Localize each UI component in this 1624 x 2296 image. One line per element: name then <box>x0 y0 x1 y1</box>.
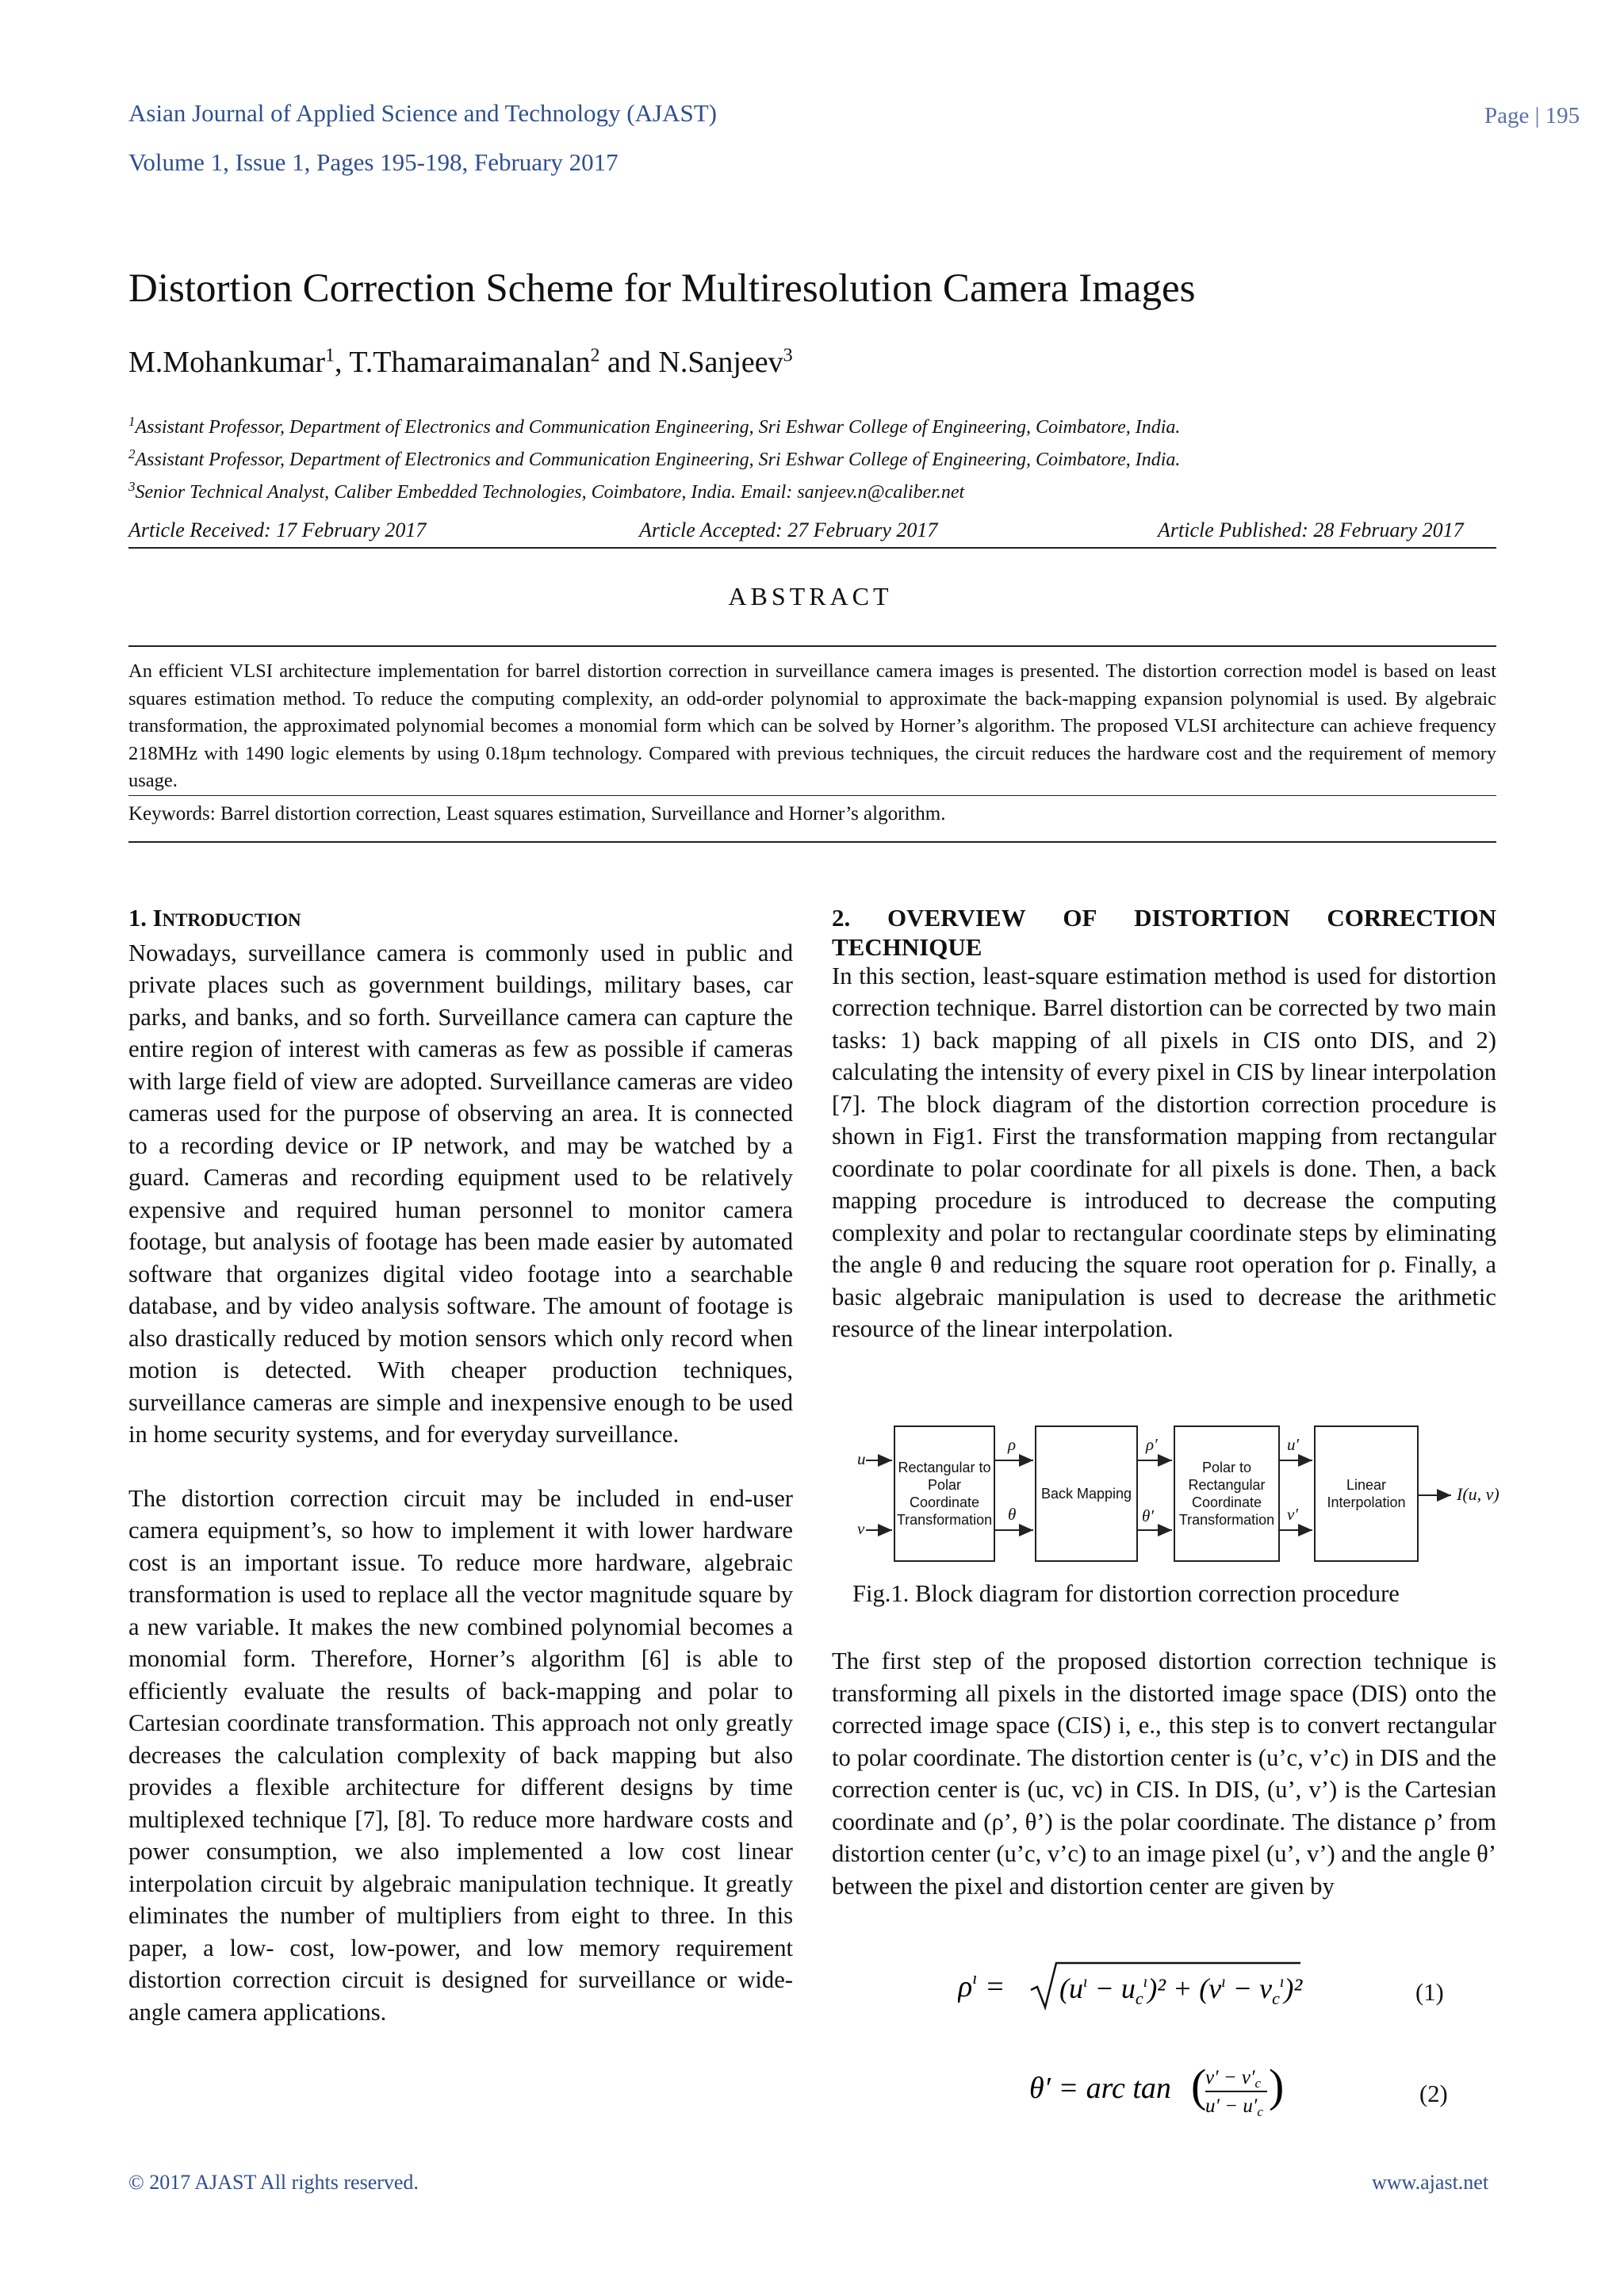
block-diagram <box>852 1418 1503 1560</box>
section-number: 1. I <box>128 905 163 932</box>
author-separator: , <box>335 346 350 379</box>
svg-text:u′ − u′c: $u' - u'_c$ <box>1205 2095 1263 2119</box>
label-theta-prime: θ′ <box>1142 1506 1154 1525</box>
affiliation <box>128 441 1492 473</box>
label-v: v <box>857 1519 865 1538</box>
divider <box>128 547 1496 549</box>
right-column-continued <box>832 1645 1496 1902</box>
journal-header <box>128 89 717 187</box>
label-v-prime: v′ <box>1287 1505 1298 1524</box>
paragraph: In this section, least-square estimation method is used for distortion correction technique. Barrel distortion can be corrected by two main tasks: 1) back mapping of all pixels in CIS onto DIS, and 2) calculating the intensity of every pixel in CIS by linear interpolation [7]. The block diagram of the distortion correction procedure is shown in Fig1. First the transformation mapping from rectangular coordinate to polar coordinate for all pixels is done. Then, a back mapping procedure is introduced to decrease the computing complexity and polar to rectangular coordinate steps by eliminating the angle θ and reducing the square root operation for ρ. Finally, a basic algebraic manipulation is used to decrease the arithmetic resource of the linear interpolation. <box>832 962 1496 1342</box>
figure-caption: Fig.1. Block diagram for distortion correction procedure <box>852 1580 1400 1607</box>
section-title-line2: TECHNIQUE <box>832 932 982 961</box>
svg-text:(: ( <box>1191 2060 1207 2111</box>
journal-name: Asian Journal of Applied Science and Technology (AJAST) <box>128 99 717 127</box>
block-linear-interpolation: Linear Interpolation <box>1314 1425 1419 1562</box>
date-received: Article Received: 17 February 2017 <box>128 519 427 541</box>
block-back-mapping: Back Mapping <box>1035 1425 1138 1562</box>
affiliation-sup: 3 <box>128 479 136 494</box>
section-title: NTRODUCTION <box>162 910 301 930</box>
svg-text:): ) <box>1269 2060 1285 2111</box>
paragraph: Nowadays, surveillance camera is commonly used in public and private places such as government buildings, military bases, car parks, and banks, and so forth. Surveillance camera can capture the entire region of interest with cameras as few as possible if cameras with large field of view are adopted. Surveillance cameras are video cameras used for the purpose of observing an area. It is connected to a recording device or IP network, and may be watched by a guard. Cameras and recording equipment used to be relatively expensive and required human personnel to monitor camera footage, but analysis of footage has been made easier by automated software that organizes digital video footage into a searchable database, and by video analysis software. The amount of footage is also drastically reduced by motion sensors which only record when motion is detected. With cheaper production techniques, surveillance cameras are simple and inexpensive enough to be used in home security systems, and for everyday surveillance. <box>128 939 793 1448</box>
author-sup: 1 <box>325 345 335 366</box>
section-title-word: CORRECTION <box>1327 904 1496 932</box>
label-theta: θ <box>1008 1505 1017 1524</box>
paper-title: Distortion Correction Scheme for Multiresolution Camera Images <box>128 266 1196 311</box>
equation-1 <box>958 1958 1307 2021</box>
divider <box>128 645 1496 647</box>
equation-1-render <box>958 1958 1307 2014</box>
keywords: Keywords: Barrel distortion correction, Least squares estimation, Surveillance and Horner’s algorithm. <box>128 803 946 825</box>
label-rho-prime: ρ′ <box>1146 1435 1158 1454</box>
block-rect-to-polar: Rectangular to Polar Coordinate Transformation <box>894 1425 995 1562</box>
author-name: M.Mohankumar <box>128 346 326 379</box>
author-sup: 3 <box>783 345 793 366</box>
divider <box>128 795 1496 796</box>
right-column <box>832 902 1496 1345</box>
affiliation-text: Assistant Professor, Department of Electronics and Communication Engineering, Sri Eshwar College of Engineering, Coimbatore, India. <box>135 417 1181 438</box>
section-title-word: 2. <box>832 904 851 932</box>
affiliation-text: Assistant Professor, Department of Electronics and Communication Engineering, Sri Eshwar College of Engineering, Coimbatore, India. <box>135 450 1181 470</box>
equation-number: (1) <box>1415 1979 1444 2006</box>
svg-text:θ′ = arc tan: θ′ = arc tan <box>1029 2072 1171 2105</box>
date-accepted: Article Accepted: 27 February 2017 <box>639 519 938 541</box>
affiliation-text: Senior Technical Analyst, Caliber Embedded Technologies, Coimbatore, India. Email: sanjeev.n@caliber.net <box>135 482 965 503</box>
svg-text:ρı =: $\rho^ı$ = <box>958 1968 1005 2003</box>
section-title-word: OVERVIEW <box>887 904 1026 932</box>
section-title-word: DISTORTION <box>1134 904 1290 932</box>
svg-text:(uı − ucı)² + (vı − vcı)²: $(u^ı - u_c^ı)^2 + (v^ı - v_c^ı)^2$ <box>1059 1973 1303 2008</box>
section-title-word: OF <box>1063 904 1097 932</box>
equation-2 <box>1029 2055 1299 2133</box>
equation-number: (2) <box>1419 2080 1448 2107</box>
author-sup: 2 <box>590 345 600 366</box>
section-heading <box>832 902 1496 935</box>
left-column <box>128 902 793 2028</box>
footer-copyright: © 2017 AJAST All rights reserved. <box>128 2171 419 2194</box>
equation-2-render <box>1029 2055 1299 2126</box>
affiliations <box>128 408 1492 506</box>
paragraph: The first step of the proposed distortion correction technique is transforming all pixels in the distorted image space (DIS) onto the corrected image space (CIS) i, e., this step is to convert rectangular to polar coordinate. The distortion center is (u’c, v’c) in DIS and the correction center is (uc, vc) in CIS. In DIS, (u’, v’) is the Cartesian coordinate and (ρ’, θ’) is the polar coordinate. The distance ρ’ from distortion center (u’c, v’c) to an image pixel (u’, v’) and the angle θ’ between the pixel and distortion center are given by <box>832 1647 1496 1900</box>
affiliation-sup: 2 <box>128 446 136 461</box>
journal-volume: Volume 1, Issue 1, Pages 195-198, February 2017 <box>128 148 619 176</box>
affiliation <box>128 408 1492 441</box>
affiliation <box>128 473 1492 506</box>
affiliation-sup: 1 <box>128 414 136 429</box>
label-u-prime: u′ <box>1287 1435 1300 1454</box>
label-rho: ρ <box>1008 1435 1017 1454</box>
divider <box>128 841 1496 843</box>
date-published: Article Published: 28 February 2017 <box>1158 519 1464 541</box>
svg-text:v′ − v′c: $v' - v'_c$ <box>1205 2067 1262 2091</box>
author-name: T.Thamaraimanalan <box>349 346 591 379</box>
footer-website[interactable]: www.ajast.net <box>1372 2171 1489 2194</box>
page-number: Page | 195 <box>1484 103 1580 128</box>
block-polar-to-rect: Polar to Rectangular Coordinate Transformation <box>1174 1425 1280 1562</box>
abstract-heading: ABSTRACT <box>728 582 893 610</box>
abstract-text: An efficient VLSI architecture implementation for barrel distortion correction in surveillance camera images is presented. The distortion correction model is based on least squares estimation method. To reduce the computing complexity, an odd-order polynomial to approximate the back-mapping expansion polynomial is used. By algebraic transformation, the approximated polynomial becomes a monomial form which can be solved by Horner’s algorithm. The proposed VLSI architecture can achieve frequency 218MHz with 1490 logic elements by using 0.18µm technology. Compared with previous techniques, the circuit reduces the hardware cost and the requirement of memory usage. <box>128 660 1496 791</box>
label-u: u <box>857 1449 866 1468</box>
label-output: I(u, v) <box>1457 1484 1500 1504</box>
author-separator: and <box>599 346 659 379</box>
author-list <box>128 345 793 380</box>
section-heading <box>128 902 793 937</box>
paragraph: The distortion correction circuit may be included in end-user camera equipment’s, so how to implement it with lower hardware cost is an important issue. To reduce more hardware, algebraic transformation is used to replace all the vector magnitude square by a new variable. It makes the new combined polynomial becomes a monomial form. Therefore, Horner’s algorithm [6] is able to efficiently evaluate the results of back-mapping and polar to Cartesian coordinate transformation. This approach not only greatly decreases the calculation complexity of back mapping but also provides a flexible architecture for different designs by time multiplexed technique [7], [8]. To reduce more hardware costs and power consumption, we also implemented a low cost linear interpolation circuit by algebraic manipulation technique. It greatly eliminates the number of multipliers from eight to three. In this paper, a low- cost, low-power, and low memory requirement distortion correction circuit is designed for surveillance or wide-angle camera applications. <box>128 1484 793 2026</box>
author-name: N.Sanjeev <box>658 346 783 379</box>
